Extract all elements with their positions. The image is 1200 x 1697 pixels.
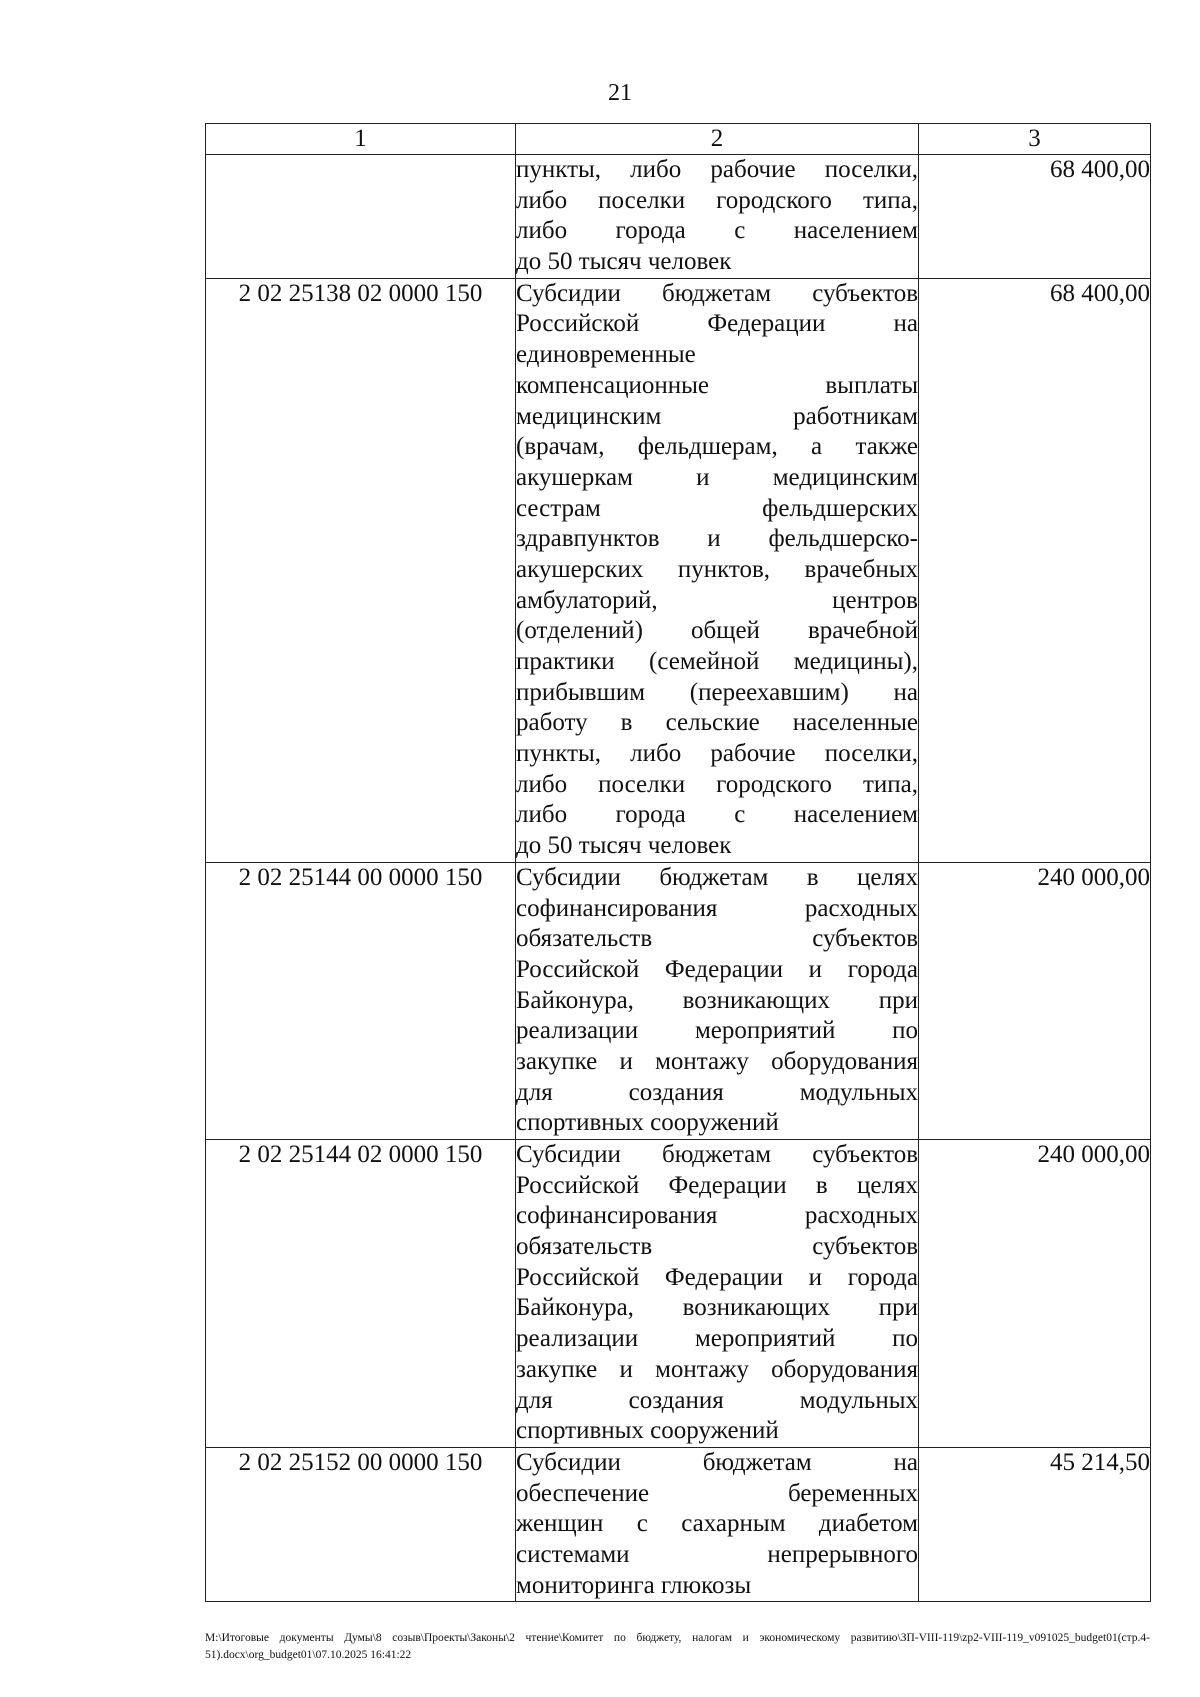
amount-cell: 240 000,00 (919, 862, 1151, 1139)
description-line: женщин с сахарным диабетом (516, 1510, 918, 1538)
description-line: Байконура, возникающих при (516, 1294, 918, 1322)
description-line: Субсидии бюджетам в целях (516, 863, 918, 891)
description-line: спортивных сооружений (516, 1417, 779, 1445)
description-line: закупке и монтажу оборудования (516, 1047, 918, 1075)
description-line: Российской Федерации и города (516, 955, 918, 983)
file-path-footer: M:\Итоговые документы Думы\8 созыв\Проекты\Законы\2 чтение\Комитет по бюджету, налогам и экономическому развитию\ЗП-VIII-119\zp2-VIII-119_v091025_budget01(стр.4-51).docx\org_budget01\07.10.2025 16:41:22 (205, 1632, 1150, 1661)
description-cell (516, 1447, 919, 1601)
description-line: для создания модульных (516, 1386, 918, 1414)
description-line: амбулаторий, центров (516, 586, 918, 614)
description-line: спортивных сооружений (516, 1109, 779, 1137)
description-line: обязательств субъектов (516, 1233, 918, 1261)
description-line: до 50 тысяч человек (516, 832, 732, 860)
description-line: софинансирования расходных (516, 1202, 918, 1230)
description-line: акушерских пунктов, врачебных (516, 555, 918, 583)
table-row (206, 278, 1151, 862)
description-line: закупке и монтажу оборудования (516, 1355, 918, 1383)
amount-cell: 68 400,00 (919, 278, 1151, 862)
description-line: работу в сельские населенные (516, 709, 918, 737)
description-cell (516, 155, 919, 279)
description-cell (516, 1140, 919, 1448)
description-line: прибывшим (переехавшим) на (516, 678, 918, 706)
description-line: пункты, либо рабочие поселки, (516, 740, 918, 768)
description-line: до 50 тысяч человек (516, 248, 732, 276)
description-line: компенсационные выплаты (516, 371, 918, 399)
income-code-cell: 2 02 25144 00 0000 150 (206, 862, 516, 1139)
description-line: Субсидии бюджетам субъектов (516, 1141, 918, 1168)
amount-cell: 68 400,00 (919, 155, 1151, 279)
description-line: либо поселки городского типа, (516, 770, 918, 798)
amount-cell: 240 000,00 (919, 1140, 1151, 1448)
table-row (206, 862, 1151, 1139)
description-line: либо города с населением (516, 801, 918, 829)
description-line: либо города с населением (516, 217, 918, 245)
description-line: реализации мероприятий по (516, 1325, 918, 1353)
description-line: Субсидии бюджетам субъектов (516, 279, 918, 307)
description-line: Российской Федерации и города (516, 1263, 918, 1291)
amount-cell: 45 214,50 (919, 1447, 1151, 1601)
budget-table (205, 123, 1151, 1602)
income-code-cell: 2 02 25144 02 0000 150 (206, 1140, 516, 1448)
column-header-1: 1 (206, 124, 516, 155)
description-line: обеспечение беременных (516, 1479, 918, 1507)
income-code-cell: 2 02 25152 00 0000 150 (206, 1447, 516, 1601)
description-line: либо поселки городского типа, (516, 186, 918, 214)
description-line: пункты, либо рабочие поселки, (516, 156, 918, 183)
description-line: реализации мероприятий по (516, 1017, 918, 1045)
description-line: акушеркам и медицинским (516, 463, 918, 491)
description-line: системами непрерывного (516, 1540, 918, 1568)
column-header-2: 2 (516, 124, 919, 155)
description-line: (отделений) общей врачебной (516, 617, 918, 645)
description-line: медицинским работникам (516, 402, 918, 430)
page-number: 21 (608, 80, 632, 106)
description-line: Байконура, возникающих при (516, 986, 918, 1014)
description-line: здравпунктов и фельдшерско- (516, 525, 918, 553)
table-header-row (206, 124, 1151, 155)
description-cell (516, 278, 919, 862)
description-line: сестрам фельдшерских (516, 494, 918, 522)
description-line: практики (семейной медицины), (516, 648, 918, 675)
column-header-3: 3 (919, 124, 1151, 155)
table-row (206, 155, 1151, 279)
table-row (206, 1447, 1151, 1601)
description-line: софинансирования расходных (516, 894, 918, 922)
description-cell (516, 862, 919, 1139)
description-line: Российской Федерации на (516, 310, 918, 338)
table-row (206, 1140, 1151, 1448)
description-line: единовременные (516, 341, 696, 369)
description-line: обязательств субъектов (516, 925, 918, 953)
description-line: мониторинга глюкозы (516, 1571, 752, 1599)
description-line: (врачам, фельдшерам, а также (516, 433, 918, 461)
description-line: Российской Федерации в целях (516, 1171, 918, 1199)
income-code-cell (206, 155, 516, 279)
income-code-cell: 2 02 25138 02 0000 150 (206, 278, 516, 862)
description-line: для создания модульных (516, 1078, 918, 1106)
description-line: Субсидии бюджетам на (516, 1448, 918, 1476)
